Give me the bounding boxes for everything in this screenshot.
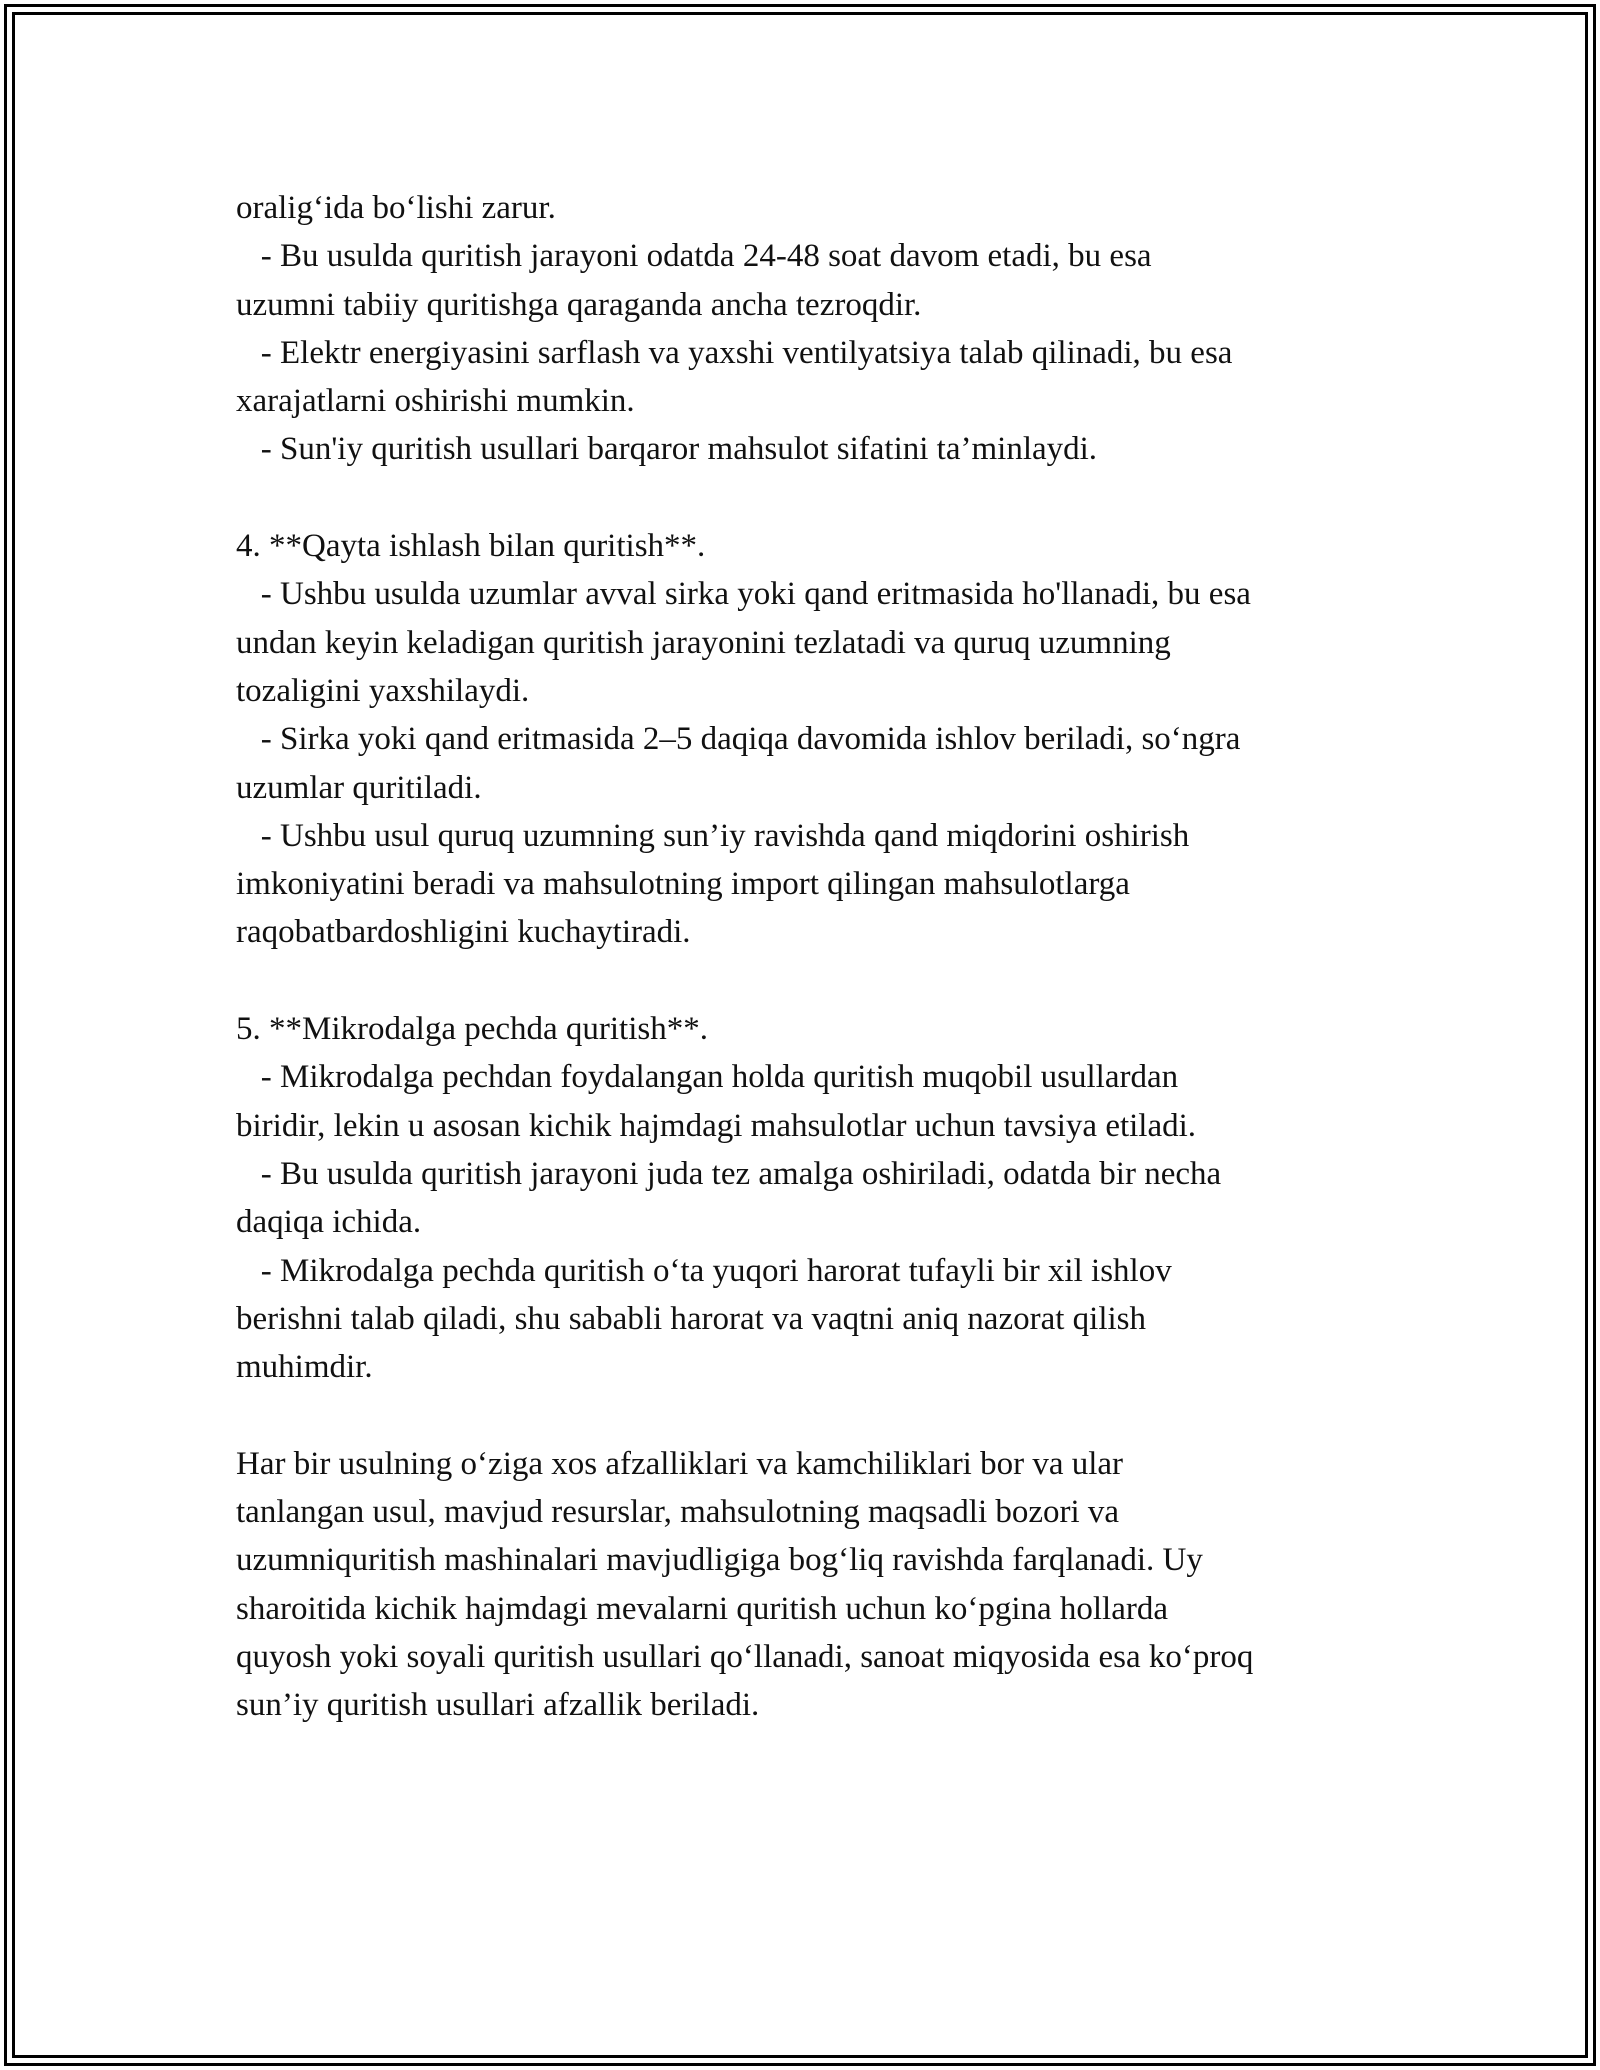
text-line: tozaligini yaxshilaydi. xyxy=(236,672,530,709)
text-line: uzumniquritish mashinalari mavjudligiga bog‘liq ravishda farqlanadi. Uy xyxy=(236,1542,1203,1579)
paragraph-spacer xyxy=(236,1391,1386,1439)
text-line: - Bu usulda quritish jarayoni odatda 24-48 soat davom etadi, bu esa xyxy=(236,238,1152,275)
text-line: oralig‘ida bo‘lishi zarur. xyxy=(236,190,556,226)
text-line: berishni talab qiladi, shu sababli harorat va vaqtni aniq nazorat qilish xyxy=(236,1300,1146,1337)
text-line: uzumni tabiiy quritishga qaraganda ancha tezroqdir. xyxy=(236,286,922,323)
text-line: raqobatbardoshligini kuchaytiradi. xyxy=(236,914,691,951)
text-line: - Elektr energiyasini sarflash va yaxshi ventilyatsiya talab qilinadi, bu esa xyxy=(236,334,1233,371)
text-line: biridir, lekin u asosan kichik hajmdagi mahsulotlar uchun tavsiya etiladi. xyxy=(236,1107,1197,1144)
text-line: quyosh yoki soyali quritish usullari qo‘llanadi, sanoat miqyosida esa ko‘proq xyxy=(236,1638,1254,1675)
text-line: - Ushbu usul quruq uzumning sun’iy ravishda qand miqdorini oshirish xyxy=(236,817,1190,854)
text-line: uzumlar quritiladi. xyxy=(236,769,482,806)
text-line: sharoitida kichik hajmdagi mevalarni quritish uchun ko‘pgina hollarda xyxy=(236,1590,1169,1627)
text-line: undan keyin keladigan quritish jarayonini tezlatadi va quruq uzumning xyxy=(236,624,1171,661)
text-line: tanlangan usul, mavjud resurslar, mahsulotning maqsadli bozori va xyxy=(236,1494,1120,1531)
text-line: - Mikrodalga pechdan foydalangan holda quritish muqobil usullardan xyxy=(236,1059,1179,1096)
text-line: daqiqa ichida. xyxy=(236,1204,422,1241)
text-line: sun’iy quritish usullari afzallik beriladi. xyxy=(236,1687,760,1724)
section-heading: 4. **Qayta ishlash bilan quritish**. xyxy=(236,528,706,565)
text-line: Har bir usulning o‘ziga xos afzalliklari va kamchiliklari bor va ular xyxy=(236,1445,1124,1482)
text-line: - Mikrodalga pechda quritish o‘ta yuqori harorat tufayli bir xil ishlov xyxy=(236,1252,1172,1289)
text-line: - Sun'iy quritish usullari barqaror mahsulot sifatini ta’minlaydi. xyxy=(236,431,1098,468)
text-line: - Sirka yoki qand eritmasida 2–5 daqiqa davomida ishlov beriladi, so‘ngra xyxy=(236,721,1241,758)
text-line: xarajatlarni oshirishi mumkin. xyxy=(236,383,635,420)
paragraph-spacer xyxy=(236,474,1386,522)
text-line: imkoniyatini beradi va mahsulotning import qilingan mahsulotlarga xyxy=(236,866,1130,903)
document-body xyxy=(236,184,1386,1730)
text-line: - Ushbu usulda uzumlar avval sirka yoki qand eritmasida ho'llanadi, bu esa xyxy=(236,576,1251,613)
paragraph-spacer xyxy=(236,957,1386,1005)
text-line: - Bu usulda quritish jarayoni juda tez amalga oshiriladi, odatda bir necha xyxy=(236,1155,1222,1192)
text-line: muhimdir. xyxy=(236,1349,373,1386)
section-heading: 5. **Mikrodalga pechda quritish**. xyxy=(236,1011,708,1048)
